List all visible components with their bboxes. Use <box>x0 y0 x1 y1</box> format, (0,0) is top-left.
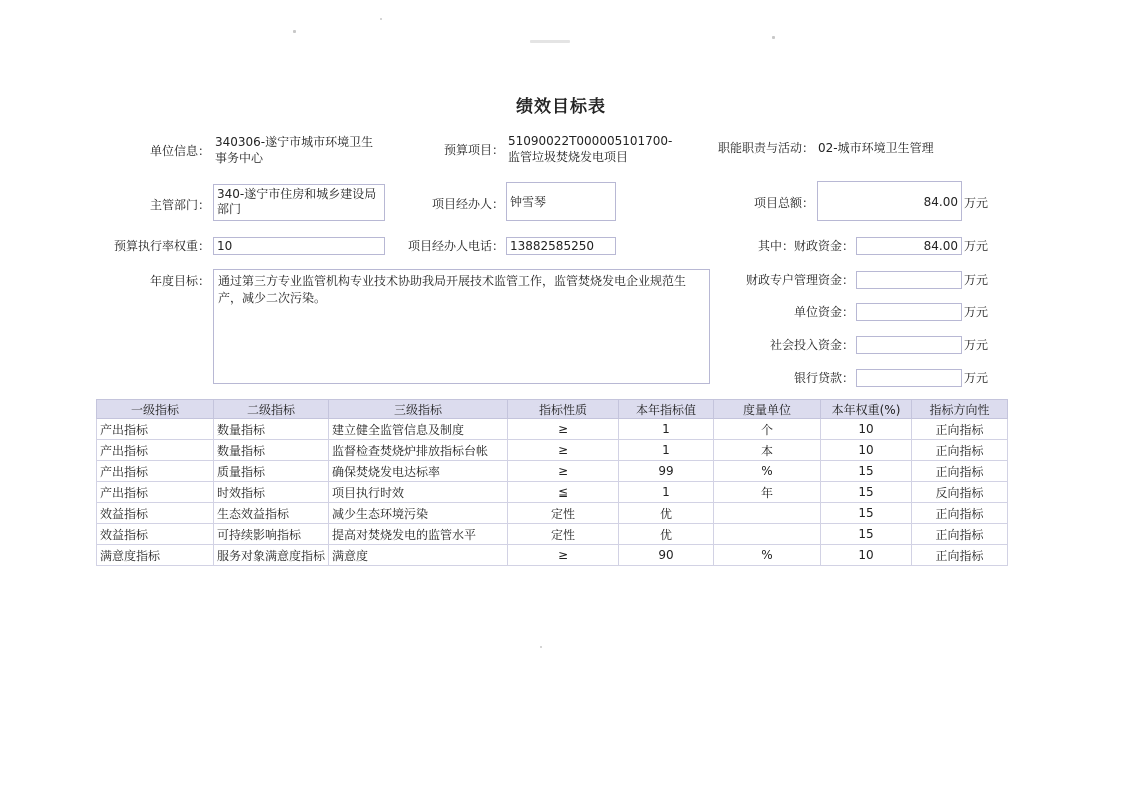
execution-weight-label: 预算执行率权重： <box>113 239 210 253</box>
cell-level2: 数量指标 <box>214 419 329 440</box>
cell-level2: 可持续影响指标 <box>214 524 329 545</box>
header-direction: 指标方向性 <box>912 400 1008 419</box>
table-row <box>97 524 1008 545</box>
supervising-dept-field[interactable]: 340-遂宁市住房和城乡建设局部门 <box>213 184 385 221</box>
indicator-table <box>96 399 1008 566</box>
cell-direction: 正向指标 <box>912 461 1008 482</box>
unit-fund-field[interactable] <box>856 303 962 321</box>
scan-speck <box>380 18 382 20</box>
project-total-field[interactable]: 84.00 <box>817 181 962 221</box>
unit-info-label: 单位信息： <box>149 144 210 158</box>
cell-nature: 定性 <box>508 503 619 524</box>
cell-level2: 时效指标 <box>214 482 329 503</box>
annual-goal-label: 年度目标： <box>149 274 210 288</box>
cell-direction: 正向指标 <box>912 440 1008 461</box>
cell-nature: ≥ <box>508 419 619 440</box>
cell-direction: 正向指标 <box>912 524 1008 545</box>
cell-level2: 质量指标 <box>214 461 329 482</box>
fiscal-fund-field[interactable]: 84.00 <box>856 237 962 255</box>
scan-speck <box>530 40 570 43</box>
cell-nature: ≥ <box>508 461 619 482</box>
cell-level3: 提高对焚烧发电的监管水平 <box>329 524 508 545</box>
cell-level1: 效益指标 <box>97 524 214 545</box>
project-manager-label: 项目经办人： <box>431 197 504 211</box>
project-manager-field[interactable]: 钟雪琴 <box>506 182 616 221</box>
table-row <box>97 482 1008 503</box>
special-fund-label: 财政专户管理资金： <box>745 273 854 287</box>
header-unit: 度量单位 <box>714 400 821 419</box>
table-row <box>97 461 1008 482</box>
cell-unit <box>714 503 821 524</box>
cell-nature: 定性 <box>508 524 619 545</box>
cell-nature: ≥ <box>508 440 619 461</box>
cell-target-value: 优 <box>619 524 714 545</box>
header-weight: 本年权重(%) <box>821 400 912 419</box>
cell-unit: 个 <box>714 419 821 440</box>
cell-level1: 效益指标 <box>97 503 214 524</box>
manager-phone-field[interactable]: 13882585250 <box>506 237 616 255</box>
bank-loan-field[interactable] <box>856 369 962 387</box>
bank-loan-unit: 万元 <box>964 371 989 385</box>
supervising-dept-label: 主管部门： <box>149 198 210 212</box>
cell-unit <box>714 524 821 545</box>
cell-weight: 10 <box>821 419 912 440</box>
header-nature: 指标性质 <box>508 400 619 419</box>
cell-direction: 反向指标 <box>912 482 1008 503</box>
table-row <box>97 503 1008 524</box>
table-header-row <box>97 400 1008 419</box>
cell-target-value: 99 <box>619 461 714 482</box>
fiscal-fund-unit: 万元 <box>964 239 989 253</box>
cell-nature: ≦ <box>508 482 619 503</box>
cell-target-value: 1 <box>619 440 714 461</box>
duty-activity-label: 职能职责与活动： <box>717 141 814 155</box>
cell-direction: 正向指标 <box>912 545 1008 566</box>
cell-level3: 监督检查焚烧炉排放指标台帐 <box>329 440 508 461</box>
bank-loan-label: 银行贷款： <box>793 371 854 385</box>
cell-level3: 减少生态环境污染 <box>329 503 508 524</box>
cell-weight: 10 <box>821 440 912 461</box>
scan-speck <box>540 646 542 648</box>
cell-weight: 15 <box>821 503 912 524</box>
cell-unit: 年 <box>714 482 821 503</box>
budget-project-label: 预算项目： <box>443 143 504 157</box>
header-target-value: 本年指标值 <box>619 400 714 419</box>
cell-level1: 产出指标 <box>97 440 214 461</box>
unit-fund-unit: 万元 <box>964 305 989 319</box>
cell-level1: 产出指标 <box>97 461 214 482</box>
cell-level3: 满意度 <box>329 545 508 566</box>
cell-weight: 15 <box>821 524 912 545</box>
table-row <box>97 440 1008 461</box>
cell-weight: 15 <box>821 482 912 503</box>
cell-unit: 本 <box>714 440 821 461</box>
cell-level3: 确保焚烧发电达标率 <box>329 461 508 482</box>
cell-level2: 生态效益指标 <box>214 503 329 524</box>
cell-level1: 产出指标 <box>97 419 214 440</box>
cell-level3: 项目执行时效 <box>329 482 508 503</box>
cell-level1: 产出指标 <box>97 482 214 503</box>
fiscal-fund-label: 其中：财政资金： <box>757 239 854 253</box>
cell-level2: 服务对象满意度指标 <box>214 545 329 566</box>
execution-weight-field[interactable]: 10 <box>213 237 385 255</box>
cell-target-value: 1 <box>619 482 714 503</box>
table-row <box>97 545 1008 566</box>
scan-speck <box>293 30 296 33</box>
unit-info-value: 340306-遂宁市城市环境卫生事务中心 <box>215 135 374 165</box>
header-level2: 二级指标 <box>214 400 329 419</box>
special-fund-unit: 万元 <box>964 273 989 287</box>
annual-goal-field[interactable]: 通过第三方专业监管机构专业技术协助我局开展技术监管工作，监管焚烧发电企业规范生产，减少二次污染。 <box>213 269 710 384</box>
cell-level2: 数量指标 <box>214 440 329 461</box>
cell-level3: 建立健全监管信息及制度 <box>329 419 508 440</box>
cell-direction: 正向指标 <box>912 503 1008 524</box>
header-level3: 三级指标 <box>329 400 508 419</box>
project-total-label: 项目总额： <box>753 196 814 210</box>
budget-project-value: 51090022T000005101700-监管垃圾焚烧发电项目 <box>508 134 673 164</box>
unit-fund-label: 单位资金： <box>793 305 854 319</box>
table-row <box>97 419 1008 440</box>
cell-unit: % <box>714 545 821 566</box>
cell-target-value: 优 <box>619 503 714 524</box>
manager-phone-label: 项目经办人电话： <box>407 239 504 253</box>
cell-direction: 正向指标 <box>912 419 1008 440</box>
duty-activity-value: 02-城市环境卫生管理 <box>818 141 934 155</box>
cell-level1: 满意度指标 <box>97 545 214 566</box>
social-fund-label: 社会投入资金： <box>769 338 854 352</box>
cell-target-value: 1 <box>619 419 714 440</box>
social-fund-unit: 万元 <box>964 338 989 352</box>
project-total-unit: 万元 <box>964 196 989 210</box>
cell-nature: ≥ <box>508 545 619 566</box>
cell-weight: 10 <box>821 545 912 566</box>
header-level1: 一级指标 <box>97 400 214 419</box>
cell-target-value: 90 <box>619 545 714 566</box>
cell-unit: % <box>714 461 821 482</box>
scan-speck <box>772 36 775 39</box>
cell-weight: 15 <box>821 461 912 482</box>
social-fund-field[interactable] <box>856 336 962 354</box>
page-title: 绩效目标表 <box>516 97 606 117</box>
special-fund-field[interactable] <box>856 271 962 289</box>
